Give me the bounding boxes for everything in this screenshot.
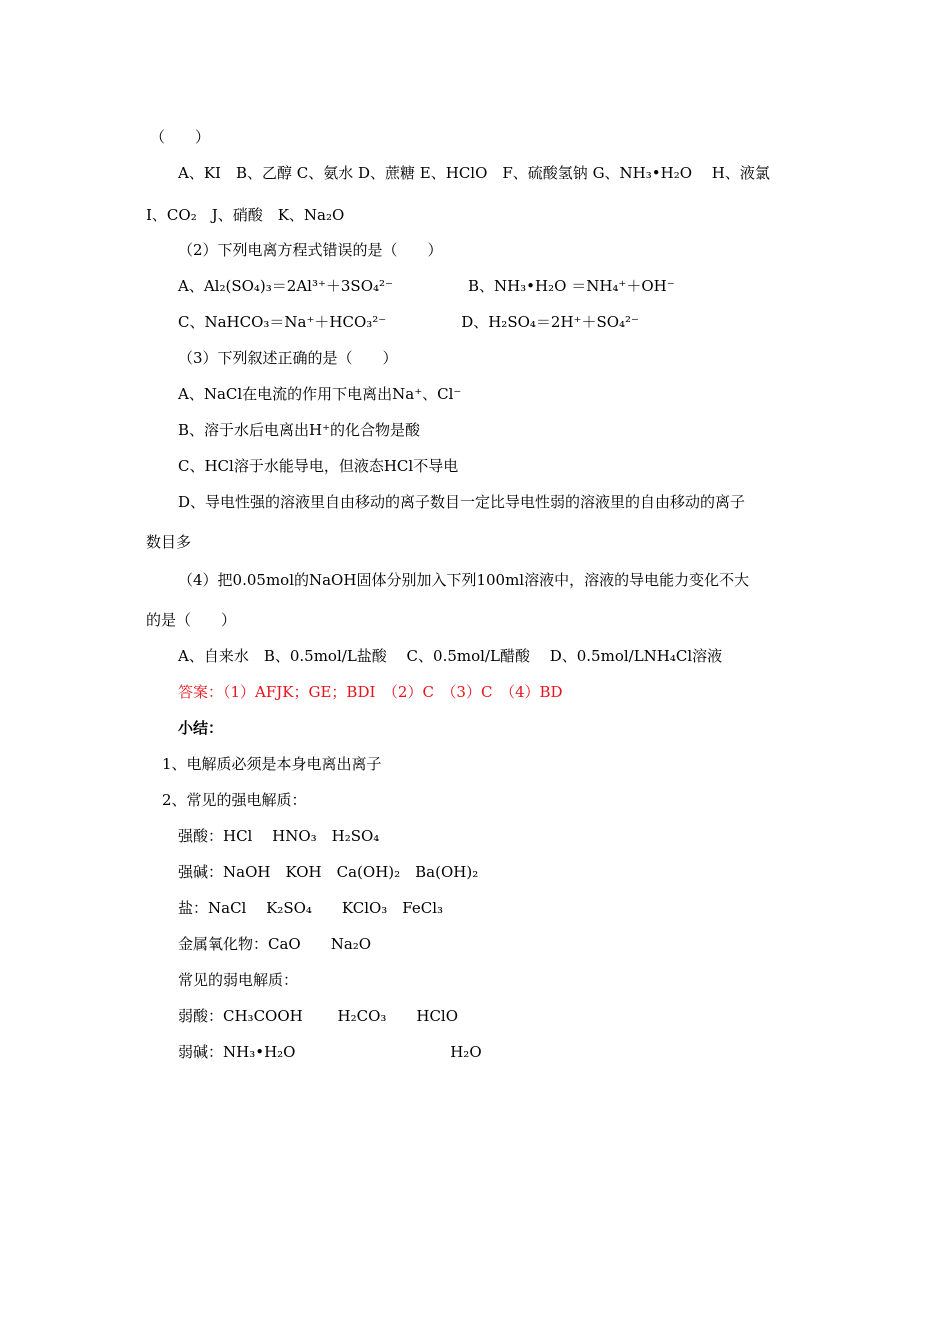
q3-option-c: C、HCl溶于水能导电，但液态HCl不导电 [178,457,459,475]
q1-options-line1: A、KI B、乙醇 C、氨水 D、蔗糖 E、HClO F、硫酸氢钠 G、NH₃•H₂O H、液氯 [178,164,770,182]
q3-option-b: B、溶于水后电离出H⁺的化合物是酸 [178,421,421,439]
q3-option-d-line2: 数目多 [146,533,192,551]
q2-question: （2）下列电离方程式错误的是（ ） [178,241,443,259]
q2-options-cd: C、NaHCO₃＝Na⁺＋HCO₃²⁻ D、H₂SO₄＝2H⁺＋SO₄²⁻ [178,313,639,331]
q1-bracket: （ ） [150,128,211,146]
weak-acids: 弱酸：CH₃COOH H₂CO₃ HClO [178,1007,459,1025]
q1-options-line2: I、CO₂ J、硝酸 K、Na₂O [146,206,345,224]
strong-bases: 强碱：NaOH KOH Ca(OH)₂ Ba(OH)₂ [178,863,479,881]
q3-option-d-line1: D、导电性强的溶液里自由移动的离子数目一定比导电性弱的溶液里的自由移动的离子 [178,493,746,511]
q4-question-line1: （4）把0.05mol的NaOH固体分别加入下列100ml溶液中，溶液的导电能力变化不大 [178,571,750,589]
q2-options-ab: A、Al₂(SO₄)₃＝2Al³⁺＋3SO₄²⁻ B、NH₃•H₂O ＝NH₄⁺＋OH⁻ [178,277,675,295]
q4-options: A、自来水 B、0.5mol/L盐酸 C、0.5mol/L醋酸 D、0.5mol/LNH₄Cl溶液 [178,647,723,665]
q3-option-a: A、NaCl在电流的作用下电离出Na⁺、Cl⁻ [178,385,462,403]
strong-acids: 强酸：HCl HNO₃ H₂SO₄ [178,827,380,845]
summary-point-1: 1、电解质必须是本身电离出离子 [162,755,382,773]
answer-line: 答案：（1）AFJK；GE；BDI （2）C （3）C （4）BD [178,683,563,701]
q3-question: （3）下列叙述正确的是（ ） [178,349,398,367]
summary-point-2: 2、常见的强电解质： [162,791,307,809]
salts: 盐：NaCl K₂SO₄ KClO₃ FeCl₃ [178,899,444,917]
metal-oxides: 金属氧化物：CaO Na₂O [178,935,372,953]
weak-bases: 弱碱：NH₃•H₂O H₂O [178,1043,482,1061]
summary-heading: 小结： [178,719,224,737]
q4-question-line2: 的是（ ） [146,611,237,629]
weak-electrolytes-heading: 常见的弱电解质： [178,971,299,989]
